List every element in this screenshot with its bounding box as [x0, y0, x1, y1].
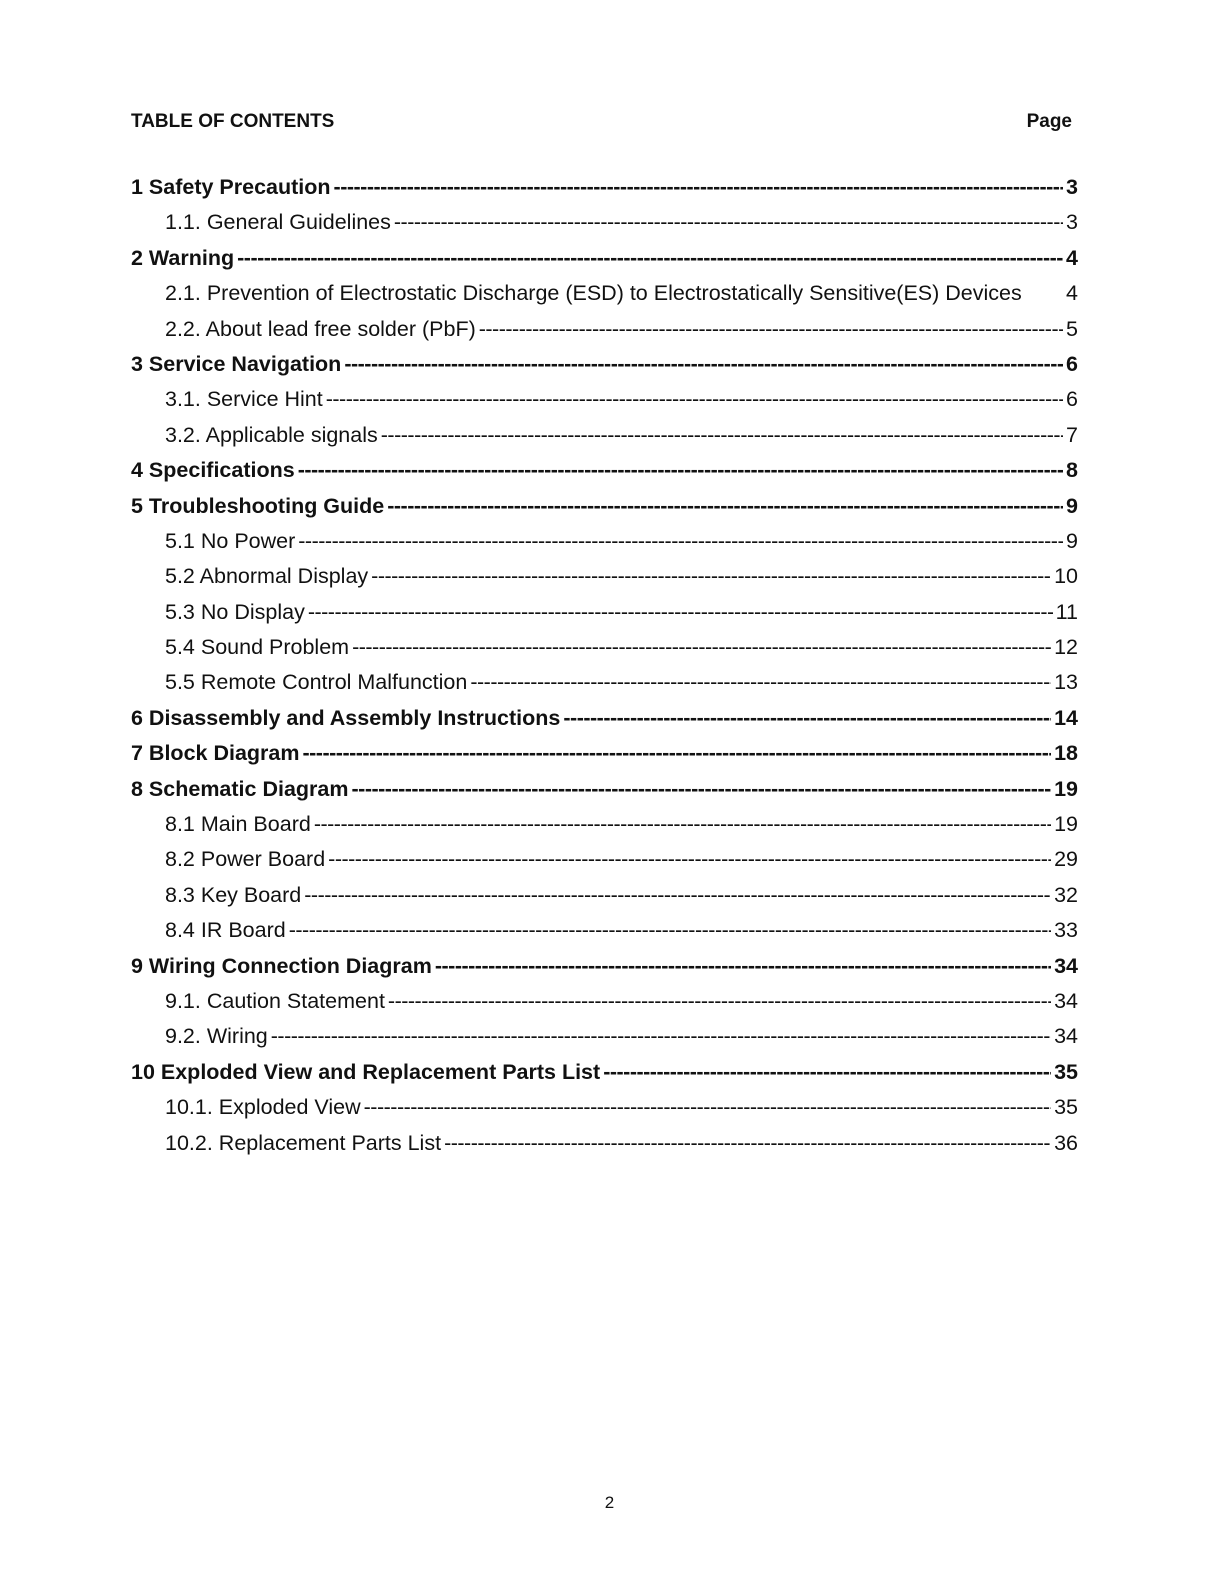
- toc-section-entry[interactable]: [131, 772, 1078, 807]
- dot-leader: [334, 170, 1063, 205]
- toc-entry-page: 9: [1066, 528, 1078, 553]
- toc-entry-label: 8.3 Key Board: [165, 882, 302, 907]
- toc-entry-label: 2 Warning: [131, 245, 235, 270]
- toc-entry-page: 6: [1066, 387, 1078, 412]
- toc-entry-label: 5 Troubleshooting Guide: [131, 493, 385, 518]
- toc-entry-page: 4: [1066, 281, 1078, 306]
- toc-entry-label: 10 Exploded View and Replacement Parts List: [131, 1059, 601, 1084]
- toc-entry-page: 5: [1066, 316, 1078, 341]
- toc-entry-page: 34: [1054, 1024, 1078, 1049]
- toc-section-entry[interactable]: [131, 701, 1078, 736]
- toc-entry-page: 10: [1054, 564, 1078, 589]
- toc-subsection-entry[interactable]: [131, 312, 1078, 347]
- toc-entry-page: 14: [1054, 705, 1078, 730]
- toc-entry-page: 9: [1066, 493, 1078, 518]
- dot-leader: [298, 524, 1063, 559]
- dot-leader: [326, 382, 1063, 417]
- toc-subsection-entry[interactable]: [131, 595, 1078, 630]
- toc-entry-page: 29: [1054, 847, 1078, 872]
- toc-entry-label: 10.2. Replacement Parts List: [165, 1130, 442, 1155]
- toc-entry-label: 9.2. Wiring: [165, 1024, 268, 1049]
- toc-section-entry[interactable]: [131, 453, 1078, 488]
- toc-subsection-entry[interactable]: [131, 418, 1078, 453]
- toc-section-entry[interactable]: [131, 1055, 1078, 1090]
- toc-entry-page: 35: [1054, 1059, 1078, 1084]
- toc-entry-label: 3 Service Navigation: [131, 351, 342, 376]
- toc-entry-label: 2.1. Prevention of Electrostatic Discharge (ESD) to Electrostatically Sensitive(ES) Devices: [165, 281, 1022, 306]
- dot-leader: [394, 205, 1063, 240]
- toc-entry-page: 6: [1066, 351, 1078, 376]
- toc-entry-page: 19: [1054, 776, 1078, 801]
- dot-leader: [328, 842, 1051, 877]
- toc-entry-label: 5.5 Remote Control Malfunction: [165, 670, 468, 695]
- toc-entry-page: 33: [1054, 918, 1078, 943]
- toc-entry-page: 3: [1066, 175, 1078, 199]
- toc-subsection-entry[interactable]: [131, 913, 1078, 948]
- toc-entry-label: 8 Schematic Diagram: [131, 776, 349, 801]
- toc-entry-page: 12: [1054, 635, 1078, 660]
- toc-subsection-entry[interactable]: [131, 807, 1078, 842]
- toc-title: TABLE OF CONTENTS: [131, 111, 335, 132]
- toc-section-entry[interactable]: [131, 736, 1078, 771]
- toc-subsection-entry[interactable]: [131, 524, 1078, 559]
- dot-leader: [603, 1055, 1051, 1090]
- toc-entry-label: 3.2. Applicable signals: [165, 422, 378, 447]
- toc-entry-label: 3.1. Service Hint: [165, 387, 323, 412]
- toc-section-entry[interactable]: [131, 241, 1078, 276]
- toc-entry-page: 36: [1054, 1130, 1078, 1155]
- toc-entry-label: 5.1 No Power: [165, 528, 296, 553]
- toc-header: [131, 111, 1072, 135]
- toc-section-entry[interactable]: [131, 170, 1078, 205]
- dot-leader: [352, 630, 1051, 665]
- toc-entry-label: 5.2 Abnormal Display: [165, 564, 369, 589]
- toc-entry-page: 7: [1066, 422, 1078, 447]
- dot-leader: [344, 347, 1063, 382]
- toc-entry-label: 8.2 Power Board: [165, 847, 326, 872]
- dot-leader: [308, 595, 1053, 630]
- toc-subsection-entry[interactable]: [131, 878, 1078, 913]
- toc-entry-page: 35: [1054, 1095, 1078, 1120]
- dot-leader: [289, 913, 1051, 948]
- toc-entry-label: 7 Block Diagram: [131, 741, 300, 766]
- toc-entry-label: 10.1. Exploded View: [165, 1095, 361, 1120]
- dot-leader: [352, 772, 1052, 807]
- toc-entry-page: 18: [1054, 741, 1078, 766]
- toc-entry-label: 1 Safety Precaution: [131, 175, 331, 199]
- toc-subsection-entry[interactable]: [131, 382, 1078, 417]
- toc-section-entry[interactable]: [131, 489, 1078, 524]
- dot-leader: [237, 241, 1063, 276]
- dot-leader: [388, 984, 1051, 1019]
- dot-leader: [444, 1126, 1051, 1161]
- toc-entry-label: 6 Disassembly and Assembly Instructions: [131, 705, 561, 730]
- toc-subsection-entry[interactable]: [131, 205, 1078, 240]
- dot-leader: [364, 1090, 1051, 1125]
- toc-subsection-entry[interactable]: [131, 665, 1078, 700]
- toc-entry-page: 34: [1054, 988, 1078, 1013]
- toc-entry-label: 9.1. Caution Statement: [165, 988, 385, 1013]
- toc-subsection-entry[interactable]: [131, 630, 1078, 665]
- dot-leader: [381, 418, 1063, 453]
- dot-leader: [470, 665, 1051, 700]
- toc-subsection-entry[interactable]: [131, 1126, 1078, 1161]
- dot-leader: [563, 701, 1051, 736]
- dot-leader: [271, 1019, 1051, 1054]
- toc-entry-label: 8.1 Main Board: [165, 812, 311, 837]
- toc-entry-label: 9 Wiring Connection Diagram: [131, 953, 432, 978]
- toc-subsection-entry[interactable]: [131, 559, 1078, 594]
- toc-entry-label: 4 Specifications: [131, 458, 295, 483]
- toc-entry-page: 19: [1054, 812, 1078, 837]
- dot-leader: [302, 736, 1051, 771]
- toc-entry-page: 13: [1054, 670, 1078, 695]
- toc-entry-page: 3: [1066, 210, 1078, 235]
- toc-subsection-entry[interactable]: [131, 1090, 1078, 1125]
- toc-entry-page: 34: [1054, 953, 1078, 978]
- toc-section-entry[interactable]: [131, 347, 1078, 382]
- dot-leader: [371, 559, 1051, 594]
- table-of-contents: [131, 170, 1078, 1161]
- toc-entry-page: 4: [1066, 245, 1078, 270]
- page-column-label: Page: [1026, 111, 1072, 132]
- dot-leader: [387, 489, 1063, 524]
- toc-entry-page: 8: [1066, 458, 1078, 483]
- toc-subsection-entry[interactable]: [131, 276, 1078, 311]
- toc-subsection-entry[interactable]: [131, 842, 1078, 877]
- dot-leader: [298, 453, 1063, 488]
- toc-entry-label: 2.2. About lead free solder (PbF): [165, 316, 476, 341]
- page-number: 2: [604, 1493, 615, 1512]
- dot-leader: [435, 949, 1051, 984]
- dot-leader: [479, 312, 1063, 347]
- toc-entry-label: 5.4 Sound Problem: [165, 635, 350, 660]
- dot-leader: [314, 807, 1051, 842]
- toc-entry-page: 32: [1054, 882, 1078, 907]
- toc-subsection-entry[interactable]: [131, 1019, 1078, 1054]
- toc-entry-page: 11: [1055, 599, 1078, 624]
- toc-section-entry[interactable]: [131, 949, 1078, 984]
- toc-entry-label: 5.3 No Display: [165, 599, 305, 624]
- toc-entry-label: 8.4 IR Board: [165, 918, 286, 943]
- toc-entry-label: 1.1. General Guidelines: [165, 210, 391, 235]
- dot-leader: [304, 878, 1051, 913]
- toc-subsection-entry[interactable]: [131, 984, 1078, 1019]
